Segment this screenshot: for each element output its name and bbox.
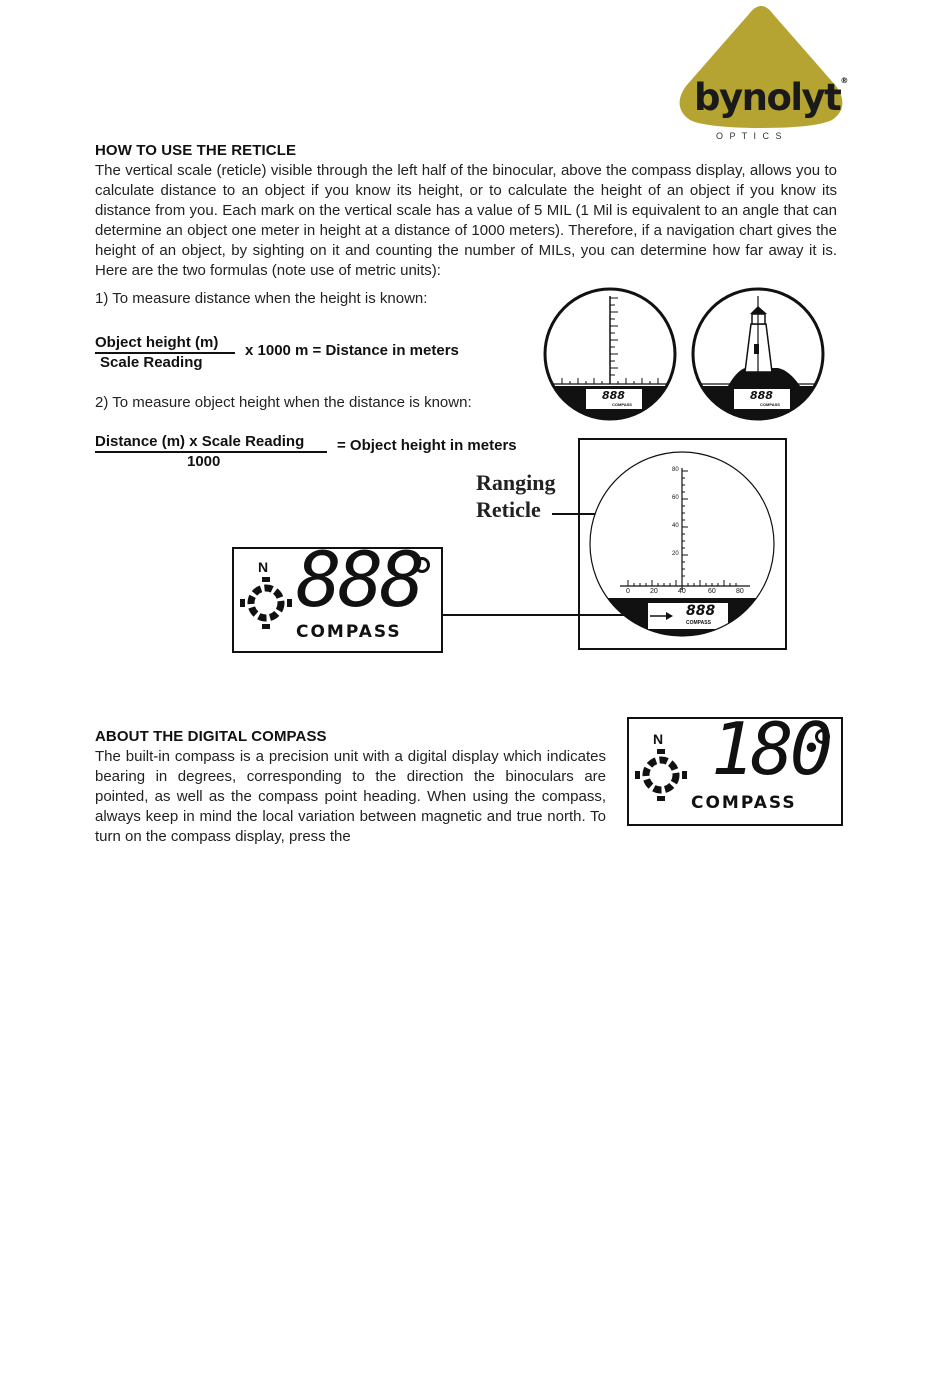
north-label: N: [258, 559, 269, 575]
compass-display-888: [232, 535, 443, 653]
connector-line: [443, 614, 647, 616]
degree-icon-2: [815, 729, 830, 744]
vtick-60: 60: [672, 495, 679, 501]
formula2-result: = Object height in meters: [337, 437, 517, 454]
reticle-paragraph: The vertical scale (reticle) visible through the left half of the binocular, above the compass display, allows you to calculate distance to an object if you know its height, or to calculate the height of an object if you know its distance from you. Each mark on the vertical scale has a value of 5 MIL (1 Mil is equivalent to an angle that can determine an object one meter in height at a distance of 1000 meters). Therefore, if a navigation chart gives the height of an object, by sighting on it and counting the number of MILs, you can determine how far away it is. Here are the two formulas (note use of metric units):: [95, 162, 837, 279]
compass-label: COMPASS: [296, 622, 402, 642]
htick-80: 80: [736, 588, 744, 595]
compass-rose-icon-2: [635, 749, 687, 801]
htick-20: 20: [650, 588, 658, 595]
degree-icon: [414, 557, 430, 573]
compass-display-180: [627, 707, 843, 826]
brand-tagline: O P T I C S: [716, 131, 784, 141]
compass-heading: ABOUT THE DIGITAL COMPASS: [95, 728, 327, 745]
brand-logo: [672, 4, 852, 144]
vtick-20: 20: [672, 551, 679, 557]
mini-compass-label-2: COMPASS: [760, 402, 780, 407]
step1-text: 1) To measure distance when the height is known:: [95, 290, 428, 307]
formula1-denominator: Scale Reading: [100, 354, 203, 371]
ranging-label-line2: Reticle: [476, 497, 541, 522]
compass-label-2: COMPASS: [691, 793, 797, 813]
htick-0: 0: [626, 588, 630, 595]
vtick-40: 40: [672, 523, 679, 529]
diagram-compass-digits: 888: [686, 603, 716, 619]
formula2-numerator: Distance (m) x Scale Reading: [95, 433, 327, 453]
ranging-label-line1: Ranging: [476, 470, 556, 495]
reticle-view-lighthouse: [688, 284, 828, 424]
north-label-2: N: [653, 731, 664, 747]
formula1-numerator: Object height (m): [95, 334, 235, 354]
mini-compass-digits-1: 888: [602, 389, 625, 402]
compass-rose-icon: [240, 577, 292, 629]
diagram-compass-label: COMPASS: [686, 620, 711, 626]
step2-text: 2) To measure object height when the distance is known:: [95, 394, 472, 411]
reticle-heading: HOW TO USE THE RETICLE: [95, 142, 297, 159]
compass-digits-2: 180: [711, 707, 830, 791]
htick-40: 40: [678, 588, 686, 595]
ranging-reticle-diagram: [578, 438, 787, 650]
formula2-denominator: 1000: [187, 453, 221, 470]
mini-compass-label-1: COMPASS: [612, 402, 632, 407]
brand-name: bynolyt: [694, 76, 841, 119]
compass-digits: 888: [296, 535, 422, 624]
logo-triangle-icon: [672, 4, 852, 144]
reticle-view-scale: [540, 284, 680, 424]
compass-paragraph: The built-in compass is a precision unit with a digital display which indicates bearing in degrees, corresponding to the direction the binoculars are pointed, as well as the compass point heading. When using the compass, always keep in mind the local variation between magnetic and true north. To turn on the compass display, press the: [95, 748, 606, 845]
formula1-result: x 1000 m = Distance in meters: [245, 342, 459, 359]
registered-mark: ®: [840, 76, 849, 85]
htick-60: 60: [708, 588, 716, 595]
vtick-80: 80: [672, 467, 679, 473]
mini-compass-digits-2: 888: [750, 389, 773, 402]
